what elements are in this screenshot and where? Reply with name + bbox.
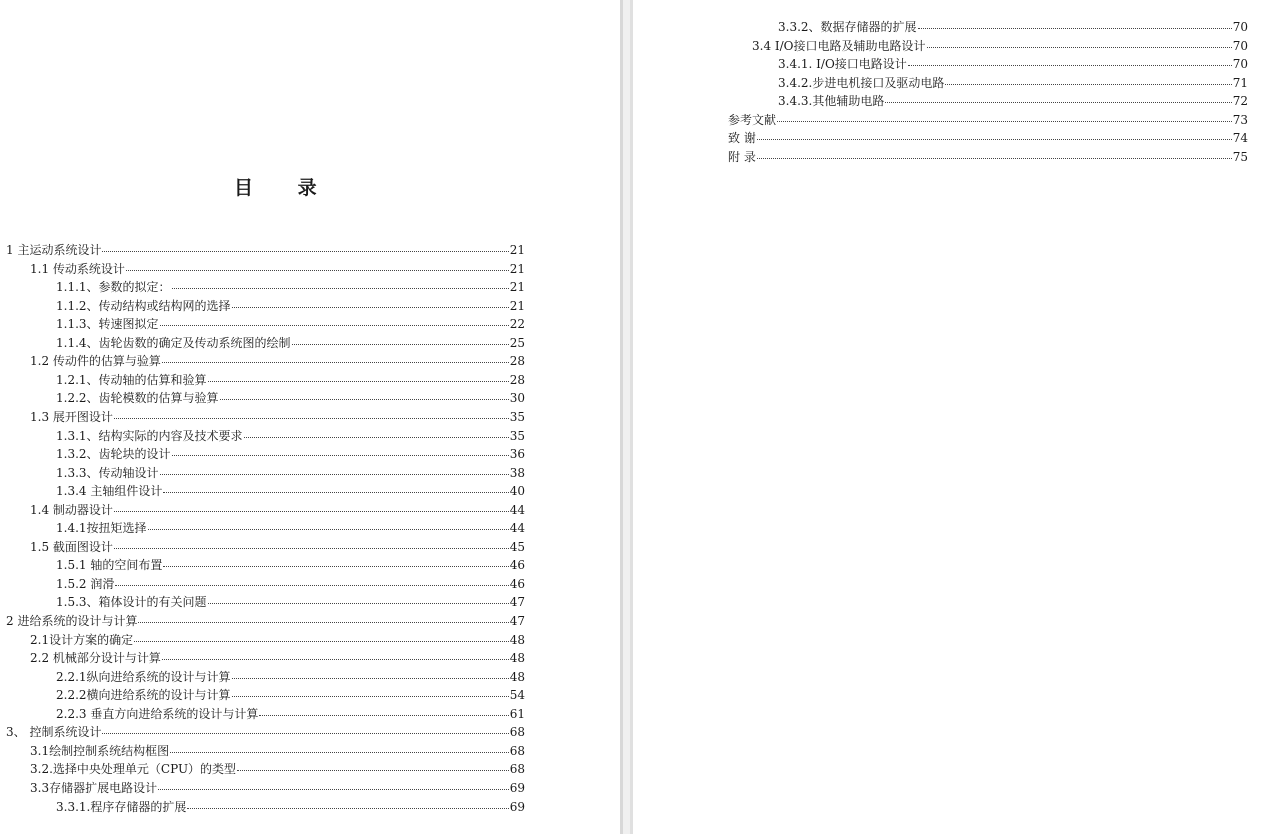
toc-entry-label: 1.1.1、参数的拟定： — [56, 280, 171, 295]
toc-leader-dots — [102, 250, 508, 252]
gutter-shadow-left — [620, 0, 623, 834]
toc-leader-dots — [114, 510, 509, 512]
toc-entry-label: 1.3 展开图设计 — [30, 409, 113, 424]
toc-entry[interactable] — [56, 299, 525, 313]
toc-entry[interactable] — [56, 800, 525, 814]
toc-page-number: 21 — [509, 261, 525, 276]
toc-page-number: 21 — [509, 298, 525, 313]
toc-entry-label: 参考文献 — [728, 112, 777, 127]
toc-entry[interactable] — [56, 429, 525, 443]
toc-entry[interactable] — [56, 670, 525, 684]
toc-page-number: 47 — [509, 614, 525, 628]
toc-entry[interactable] — [56, 577, 525, 591]
toc-page-number: 61 — [509, 706, 525, 721]
toc-page-number: 54 — [509, 688, 525, 703]
toc-page-number: 47 — [509, 595, 525, 610]
toc-entry-label: 3、 控制系统设计 — [6, 725, 102, 740]
toc-leader-dots — [148, 528, 509, 530]
toc-entry[interactable] — [30, 540, 525, 554]
toc-entry-label: 3.4 I/O接口电路及辅助电路设计 — [752, 38, 926, 53]
toc-leader-dots — [292, 343, 509, 345]
toc-leader-dots — [885, 101, 1231, 103]
toc-entry-label: 3.1绘制控制系统结构框图 — [30, 743, 170, 758]
toc-entry[interactable] — [728, 131, 1248, 145]
page-gutter — [620, 0, 633, 834]
toc-leader-dots — [134, 640, 509, 642]
toc-entry-label: 3.3.2、数据存储器的扩展 — [778, 20, 917, 34]
toc-entry[interactable] — [728, 150, 1248, 164]
toc-leader-dots — [160, 473, 509, 475]
toc-leader-dots — [757, 138, 1232, 140]
toc-entry[interactable] — [56, 707, 525, 721]
toc-page-number: 21 — [509, 280, 525, 295]
toc-page-number: 48 — [509, 669, 525, 684]
toc-entry[interactable] — [30, 762, 525, 776]
toc-page-number: 74 — [1232, 131, 1248, 146]
toc-entry-label: 1.3.4 主轴组件设计 — [56, 484, 163, 499]
toc-entry-label: 1.5.1 轴的空间布置 — [56, 558, 163, 573]
toc-entry[interactable] — [56, 484, 525, 498]
toc-leader-dots — [158, 788, 509, 790]
toc-leader-dots — [163, 565, 508, 567]
toc-entry-label: 1.3.2、齿轮块的设计 — [56, 447, 171, 462]
toc-entry[interactable] — [30, 633, 525, 647]
toc-page-number: 46 — [509, 558, 525, 573]
toc-entry-label: 3.3.1.程序存储器的扩展 — [56, 799, 187, 814]
toc-entry[interactable] — [778, 76, 1248, 90]
toc-leader-dots — [908, 64, 1232, 66]
toc-page-number: 44 — [509, 521, 525, 536]
toc-leader-dots — [777, 120, 1232, 122]
toc-entry[interactable] — [6, 725, 525, 739]
toc-entry[interactable] — [56, 373, 525, 387]
toc-entry-label: 3.4.3.其他辅助电路 — [778, 94, 885, 109]
toc-entry[interactable] — [30, 262, 525, 276]
toc-page-number: 70 — [1232, 38, 1248, 53]
toc-leader-dots — [232, 677, 509, 679]
toc-entry-label: 3.3存储器扩展电路设计 — [30, 780, 158, 795]
toc-entry-label: 1.3.3、传动轴设计 — [56, 465, 159, 480]
toc-entry[interactable] — [30, 410, 525, 424]
toc-entry-label: 1.1 传动系统设计 — [30, 261, 125, 276]
toc-leader-dots — [220, 398, 509, 400]
toc-leader-dots — [163, 491, 508, 493]
toc-page-number: 68 — [509, 725, 525, 740]
toc-page-number: 35 — [509, 409, 525, 424]
toc-leader-dots — [102, 732, 508, 734]
toc-leader-dots — [945, 83, 1231, 85]
toc-page-number: 45 — [509, 539, 525, 554]
toc-entry-label: 1.4 制动器设计 — [30, 502, 113, 517]
toc-entry-label: 1.4.1按扭矩选择 — [56, 521, 147, 536]
toc-entry-label: 1.2.1、传动轴的估算和验算 — [56, 372, 207, 387]
toc-page-number: 46 — [509, 576, 525, 591]
toc-entry-label: 3.4.2.步进电机接口及驱动电路 — [778, 75, 945, 90]
toc-page-number: 38 — [509, 465, 525, 480]
toc-entry[interactable] — [778, 57, 1248, 71]
left-page — [0, 0, 620, 834]
toc-leader-dots — [160, 324, 509, 326]
toc-entry-label: 2.2.3 垂直方向进给系统的设计与计算 — [56, 706, 259, 721]
toc-entry[interactable] — [6, 243, 525, 257]
toc-page-number: 35 — [509, 428, 525, 443]
toc-entry-label: 2.2.1纵向进给系统的设计与计算 — [56, 669, 231, 684]
toc-page-number: 22 — [509, 317, 525, 332]
toc-page-number: 68 — [509, 762, 525, 777]
toc-entry-label: 1 主运动系统设计 — [6, 243, 102, 257]
toc-entry[interactable] — [56, 521, 525, 535]
toc-entry[interactable] — [56, 447, 525, 461]
toc-entry-label: 3.2.选择中央处理单元（CPU）的类型 — [30, 762, 237, 777]
toc-page-number: 73 — [1232, 112, 1248, 127]
toc-leader-dots — [126, 269, 509, 271]
toc-entry[interactable] — [56, 558, 525, 572]
toc-entry[interactable] — [30, 781, 525, 795]
toc-title: 目 录 — [234, 177, 336, 199]
toc-leader-dots — [927, 46, 1232, 48]
toc-entry[interactable] — [56, 466, 525, 480]
right-page — [633, 0, 1265, 834]
toc-entry-label: 1.1.2、传动结构或结构网的选择 — [56, 298, 231, 313]
toc-leader-dots — [259, 714, 508, 716]
toc-entry[interactable] — [30, 744, 525, 758]
toc-entry-label: 2.2 机械部分设计与计算 — [30, 651, 161, 666]
toc-entry-label: 1.3.1、结构实际的内容及技术要求 — [56, 428, 243, 443]
toc-entry[interactable] — [6, 614, 525, 628]
toc-page-number: 68 — [509, 743, 525, 758]
toc-page-number: 75 — [1232, 149, 1248, 164]
toc-entry[interactable] — [778, 94, 1248, 108]
toc-leader-dots — [162, 658, 509, 660]
toc-page-number: 48 — [509, 632, 525, 647]
toc-entry-label: 2.2.2横向进给系统的设计与计算 — [56, 688, 231, 703]
toc-entry[interactable] — [56, 336, 525, 350]
toc-leader-dots — [172, 454, 509, 456]
toc-entry[interactable] — [56, 317, 525, 331]
toc-leader-dots — [187, 807, 508, 809]
toc-right — [633, 0, 1265, 834]
toc-page-number: 44 — [509, 502, 525, 517]
toc-entry[interactable] — [56, 391, 525, 405]
toc-page-number: 71 — [1232, 75, 1248, 90]
toc-entry-label: 1.1.3、转速图拟定 — [56, 317, 159, 332]
toc-page-number: 69 — [509, 780, 525, 795]
toc-entry[interactable] — [30, 651, 525, 665]
toc-page-number: 36 — [509, 447, 525, 462]
toc-entry-label: 1.1.4、齿轮齿数的确定及传动系统图的绘制 — [56, 335, 291, 350]
toc-entry[interactable] — [728, 113, 1248, 127]
toc-page-number: 30 — [509, 391, 525, 406]
toc-leader-dots — [237, 769, 509, 771]
toc-page-number: 28 — [509, 354, 525, 369]
toc-leader-dots — [757, 157, 1232, 159]
toc-page-number: 70 — [1232, 57, 1248, 72]
toc-leader-dots — [162, 361, 509, 363]
toc-entry-label: 3.4.1. I/O接口电路设计 — [778, 57, 907, 72]
toc-entry-label: 1.2.2、齿轮模数的估算与验算 — [56, 391, 219, 406]
toc-leader-dots — [172, 287, 509, 289]
toc-entry-label: 附 录 — [728, 149, 756, 164]
toc-leader-dots — [114, 417, 509, 419]
toc-page-number: 21 — [509, 243, 525, 257]
toc-entry[interactable] — [752, 39, 1248, 53]
toc-entry-label: 致 谢 — [728, 131, 756, 146]
toc-entry[interactable] — [30, 503, 525, 517]
toc-entry-label: 1.2 传动件的估算与验算 — [30, 354, 161, 369]
toc-entry-label: 1.5.2 润滑 — [56, 576, 115, 591]
toc-page-number: 48 — [509, 651, 525, 666]
toc-leader-dots — [232, 695, 509, 697]
toc-leader-dots — [170, 751, 509, 753]
toc-page-number: 72 — [1232, 94, 1248, 109]
toc-entry[interactable] — [56, 595, 525, 609]
toc-entry[interactable] — [56, 688, 525, 702]
toc-leader-dots — [115, 584, 508, 586]
toc-page-number: 70 — [1232, 20, 1248, 34]
toc-page-number: 28 — [509, 372, 525, 387]
toc-page-number: 40 — [509, 484, 525, 499]
toc-leader-dots — [232, 306, 509, 308]
toc-entry[interactable] — [778, 20, 1248, 34]
toc-leader-dots — [918, 27, 1232, 29]
toc-entry[interactable] — [30, 354, 525, 368]
toc-entry-label: 1.5.3、箱体设计的有关问题 — [56, 595, 207, 610]
toc-entry-label: 2.1设计方案的确定 — [30, 632, 134, 647]
toc-entry-label: 2 进给系统的设计与计算 — [6, 614, 138, 628]
toc-page-number: 25 — [509, 335, 525, 350]
toc-leader-dots — [114, 547, 509, 549]
toc-leader-dots — [208, 602, 509, 604]
toc-entry[interactable] — [56, 280, 525, 294]
toc-leader-dots — [138, 621, 508, 623]
toc-leader-dots — [208, 380, 509, 382]
toc-page-number: 69 — [509, 799, 525, 814]
toc-leader-dots — [244, 436, 509, 438]
toc-left — [0, 0, 620, 834]
toc-entry-label: 1.5 截面图设计 — [30, 539, 113, 554]
